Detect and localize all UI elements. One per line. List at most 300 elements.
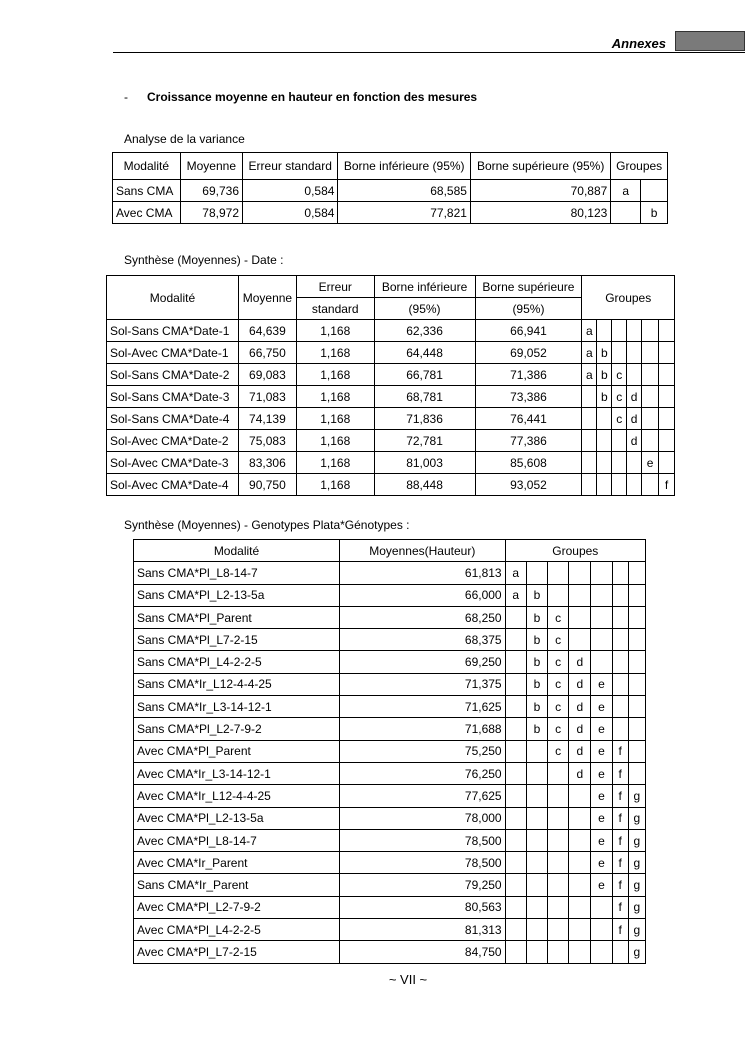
table-row bbox=[134, 874, 646, 896]
groupe-cell bbox=[526, 852, 547, 874]
modalite-cell: Avec CMA*Ir_Parent bbox=[134, 852, 340, 874]
modalite-cell: Sol-Sans CMA*Date-4 bbox=[107, 408, 239, 430]
groupe-cell bbox=[548, 584, 569, 606]
erreur-cell: 1,168 bbox=[296, 320, 374, 342]
groupe-cell bbox=[505, 896, 526, 918]
groupe-cell bbox=[526, 919, 547, 941]
groupe-cell bbox=[526, 740, 547, 762]
page-number: ~ VII ~ bbox=[388, 972, 428, 987]
groupe-cell: d bbox=[569, 740, 591, 762]
groupe-cell: a bbox=[505, 584, 526, 606]
groupe-cell bbox=[591, 562, 612, 584]
table-row bbox=[107, 430, 675, 452]
modalite-cell: Sans CMA*Pl_Parent bbox=[134, 606, 340, 628]
borne-sup-cell: 93,052 bbox=[475, 474, 582, 496]
moyenne-cell: 78,500 bbox=[340, 852, 506, 874]
borne-inf-cell: 68,585 bbox=[338, 180, 471, 202]
erreur-cell: 1,168 bbox=[296, 364, 374, 386]
groupe-cell bbox=[526, 762, 547, 784]
groupe-cell bbox=[612, 584, 628, 606]
groupe-cell bbox=[569, 874, 591, 896]
groupe-cell bbox=[505, 606, 526, 628]
modalite-cell: Sol-Avec CMA*Date-4 bbox=[107, 474, 239, 496]
moyenne-cell: 61,813 bbox=[340, 562, 506, 584]
groupe-cell bbox=[548, 829, 569, 851]
moyenne-cell: 80,563 bbox=[340, 896, 506, 918]
erreur-cell: 1,168 bbox=[296, 452, 374, 474]
modalite-cell: Avec CMA*Pl_L4-2-2-5 bbox=[134, 919, 340, 941]
groupe-cell bbox=[597, 408, 612, 430]
borne-sup-cell: 76,441 bbox=[475, 408, 582, 430]
groupe-cell bbox=[582, 386, 597, 408]
groupe-cell: d bbox=[627, 386, 642, 408]
erreur-cell: 1,168 bbox=[296, 474, 374, 496]
borne-inf-cell: 77,821 bbox=[338, 202, 471, 224]
groupe-cell: d bbox=[627, 430, 642, 452]
groupe-cell: g bbox=[628, 829, 645, 851]
groupe-cell bbox=[526, 896, 547, 918]
table-row bbox=[107, 408, 675, 430]
groupe-cell: d bbox=[569, 696, 591, 718]
modalite-cell: Avec CMA*Pl_L8-14-7 bbox=[134, 829, 340, 851]
modalite-cell: Sans CMA*Pl_L2-7-9-2 bbox=[134, 718, 340, 740]
moyenne-cell: 74,139 bbox=[238, 408, 296, 430]
modalite-cell: Sol-Sans CMA*Date-3 bbox=[107, 386, 239, 408]
groupe-cell: c bbox=[612, 364, 627, 386]
groupe-cell bbox=[659, 452, 675, 474]
groupe-cell: b bbox=[526, 673, 547, 695]
borne-sup-cell: 71,386 bbox=[475, 364, 582, 386]
table-row bbox=[113, 202, 668, 224]
groupe-cell: b bbox=[526, 584, 547, 606]
groupe-cell bbox=[569, 807, 591, 829]
groupe-cell: d bbox=[569, 651, 591, 673]
groupe-cell bbox=[612, 430, 627, 452]
groupe-cell: e bbox=[591, 673, 612, 695]
groupe-cell bbox=[591, 941, 612, 963]
moyenne-cell: 68,375 bbox=[340, 629, 506, 651]
groupe-cell bbox=[628, 673, 645, 695]
modalite-cell: Sol-Sans CMA*Date-2 bbox=[107, 364, 239, 386]
groupe-cell: g bbox=[628, 919, 645, 941]
header-title: Annexes bbox=[611, 36, 666, 51]
table-row bbox=[134, 696, 646, 718]
anova-header-moyenne: Moyenne bbox=[180, 153, 242, 180]
table-row bbox=[134, 584, 646, 606]
groupe-cell bbox=[628, 718, 645, 740]
erreur-cell: 0,584 bbox=[243, 180, 338, 202]
groupe-cell bbox=[505, 785, 526, 807]
groupe-cell: c bbox=[548, 740, 569, 762]
groupe-cell bbox=[612, 941, 628, 963]
borne-sup-cell: 77,386 bbox=[475, 430, 582, 452]
groupe-cell bbox=[505, 852, 526, 874]
groupe-cell bbox=[628, 740, 645, 762]
groupe-cell bbox=[505, 829, 526, 851]
groupe-cell bbox=[569, 829, 591, 851]
groupe-cell bbox=[505, 740, 526, 762]
groupe-cell: e bbox=[591, 807, 612, 829]
table-row bbox=[134, 941, 646, 963]
groupe-cell bbox=[582, 452, 597, 474]
table-row bbox=[134, 762, 646, 784]
groupe-cell: f bbox=[612, 785, 628, 807]
anova-header-inf: Borne inférieure (95%) bbox=[338, 153, 471, 180]
anova-header-modalite: Modalité bbox=[113, 153, 181, 180]
groupe-cell bbox=[505, 629, 526, 651]
groupe-cell bbox=[505, 807, 526, 829]
groupe-cell: e bbox=[591, 718, 612, 740]
groupe-cell bbox=[569, 584, 591, 606]
groupe-cell: d bbox=[569, 718, 591, 740]
moyenne-cell: 71,375 bbox=[340, 673, 506, 695]
groupe-cell: b bbox=[526, 718, 547, 740]
groupe-cell bbox=[612, 718, 628, 740]
anova-header-row bbox=[113, 153, 668, 180]
borne-sup-cell: 73,386 bbox=[475, 386, 582, 408]
groupe-cell bbox=[642, 320, 659, 342]
groupe-cell bbox=[548, 874, 569, 896]
moyenne-cell: 68,250 bbox=[340, 606, 506, 628]
groupe-cell bbox=[526, 807, 547, 829]
moyenne-cell: 76,250 bbox=[340, 762, 506, 784]
table-row bbox=[134, 740, 646, 762]
moyenne-cell: 83,306 bbox=[238, 452, 296, 474]
erreur-cell: 0,584 bbox=[243, 202, 338, 224]
groupe-cell bbox=[569, 785, 591, 807]
date-header-inf-2: (95%) bbox=[374, 298, 475, 320]
anova-caption: Analyse de la variance bbox=[124, 132, 245, 146]
groupe-cell bbox=[505, 718, 526, 740]
date-header-modalite: Modalité bbox=[107, 276, 239, 320]
groupe-cell bbox=[526, 874, 547, 896]
groupe-cell bbox=[628, 629, 645, 651]
groupe-cell bbox=[628, 606, 645, 628]
groupe-cell bbox=[569, 896, 591, 918]
groupe-cell: f bbox=[612, 852, 628, 874]
genotypes-table bbox=[133, 539, 646, 964]
groupe-cell: e bbox=[591, 785, 612, 807]
groupe-cell bbox=[548, 562, 569, 584]
moyenne-cell: 66,000 bbox=[340, 584, 506, 606]
groupe-cell: e bbox=[591, 740, 612, 762]
borne-inf-cell: 68,781 bbox=[374, 386, 475, 408]
groupe-cell bbox=[569, 606, 591, 628]
date-header-sup-2: (95%) bbox=[475, 298, 582, 320]
borne-sup-cell: 70,887 bbox=[470, 180, 610, 202]
groupe-cell bbox=[628, 651, 645, 673]
borne-sup-cell: 85,608 bbox=[475, 452, 582, 474]
groupe-cell bbox=[526, 562, 547, 584]
groupe-cell bbox=[627, 342, 642, 364]
borne-inf-cell: 64,448 bbox=[374, 342, 475, 364]
date-table bbox=[106, 275, 675, 496]
groupe-cell bbox=[612, 474, 627, 496]
genotypes-caption: Synthèse (Moyennes) - Genotypes Plata*Génotypes : bbox=[124, 518, 410, 532]
modalite-cell: Avec CMA*Pl_L2-13-5a bbox=[134, 807, 340, 829]
groupe-cell bbox=[597, 430, 612, 452]
groupe-cell bbox=[548, 807, 569, 829]
header-box bbox=[675, 31, 745, 51]
groupe-cell: a bbox=[611, 180, 641, 202]
groupe-cell bbox=[642, 408, 659, 430]
table-row bbox=[107, 474, 675, 496]
groupe-cell bbox=[612, 452, 627, 474]
modalite-cell: Sol-Avec CMA*Date-1 bbox=[107, 342, 239, 364]
groupe-cell bbox=[628, 584, 645, 606]
groupe-cell bbox=[505, 762, 526, 784]
moyenne-cell: 71,083 bbox=[238, 386, 296, 408]
groupe-cell bbox=[612, 606, 628, 628]
groupe-cell bbox=[642, 386, 659, 408]
groupe-cell bbox=[569, 919, 591, 941]
groupe-cell: f bbox=[612, 829, 628, 851]
groupe-cell: c bbox=[548, 629, 569, 651]
groupe-cell: d bbox=[627, 408, 642, 430]
groupe-cell: e bbox=[591, 829, 612, 851]
section-title: Croissance moyenne en hauteur en fonction des mesures bbox=[147, 90, 478, 104]
modalite-cell: Sans CMA*Pl_L2-13-5a bbox=[134, 584, 340, 606]
groupe-cell: d bbox=[569, 673, 591, 695]
table-row bbox=[134, 785, 646, 807]
groupe-cell bbox=[548, 852, 569, 874]
groupe-cell bbox=[548, 785, 569, 807]
moyenne-cell: 78,972 bbox=[180, 202, 242, 224]
groupe-cell: e bbox=[591, 762, 612, 784]
groupe-cell bbox=[628, 696, 645, 718]
date-header-erreur-1: Erreur bbox=[296, 276, 374, 298]
groupe-cell: g bbox=[628, 874, 645, 896]
groupe-cell: d bbox=[569, 762, 591, 784]
table-row bbox=[134, 852, 646, 874]
groupe-cell: c bbox=[612, 408, 627, 430]
groupe-cell bbox=[591, 629, 612, 651]
anova-header-sup: Borne supérieure (95%) bbox=[470, 153, 610, 180]
groupe-cell bbox=[627, 474, 642, 496]
groupe-cell: f bbox=[612, 919, 628, 941]
groupe-cell bbox=[591, 606, 612, 628]
modalite-cell: Avec CMA*Ir_L3-14-12-1 bbox=[134, 762, 340, 784]
groupe-cell bbox=[612, 696, 628, 718]
moyenne-cell: 64,639 bbox=[238, 320, 296, 342]
table-row bbox=[134, 896, 646, 918]
groupe-cell bbox=[582, 474, 597, 496]
groupe-cell bbox=[659, 364, 675, 386]
groupe-cell: f bbox=[612, 874, 628, 896]
groupe-cell bbox=[627, 320, 642, 342]
groupe-cell bbox=[526, 941, 547, 963]
groupe-cell bbox=[659, 320, 675, 342]
date-header-row-1 bbox=[107, 276, 675, 298]
groupe-cell: c bbox=[548, 651, 569, 673]
modalite-cell: Sol-Sans CMA*Date-1 bbox=[107, 320, 239, 342]
table-row bbox=[107, 320, 675, 342]
modalite-cell: Sans CMA*Pl_L8-14-7 bbox=[134, 562, 340, 584]
modalite-cell: Avec CMA*Pl_Parent bbox=[134, 740, 340, 762]
groupe-cell bbox=[597, 320, 612, 342]
groupe-cell bbox=[659, 430, 675, 452]
modalite-cell: Sans CMA bbox=[113, 180, 181, 202]
moyenne-cell: 77,625 bbox=[340, 785, 506, 807]
groupe-cell bbox=[642, 474, 659, 496]
groupe-cell bbox=[569, 629, 591, 651]
table-row bbox=[107, 452, 675, 474]
groupe-cell: c bbox=[548, 696, 569, 718]
groupe-cell: g bbox=[628, 807, 645, 829]
table-row bbox=[134, 562, 646, 584]
groupe-cell: b bbox=[526, 629, 547, 651]
groupe-cell: c bbox=[612, 386, 627, 408]
genotypes-header-row bbox=[134, 540, 646, 562]
modalite-cell: Avec CMA*Pl_L7-2-15 bbox=[134, 941, 340, 963]
groupe-cell bbox=[642, 364, 659, 386]
anova-header-erreur: Erreur standard bbox=[243, 153, 338, 180]
groupe-cell: c bbox=[548, 718, 569, 740]
groupe-cell: a bbox=[505, 562, 526, 584]
moyenne-cell: 84,750 bbox=[340, 941, 506, 963]
table-row bbox=[134, 606, 646, 628]
groupe-cell bbox=[582, 408, 597, 430]
borne-inf-cell: 72,781 bbox=[374, 430, 475, 452]
groupe-cell bbox=[659, 342, 675, 364]
groupe-cell: f bbox=[659, 474, 675, 496]
table-row bbox=[113, 180, 668, 202]
groupe-cell bbox=[582, 430, 597, 452]
genotypes-header-groupes: Groupes bbox=[505, 540, 645, 562]
table-row bbox=[134, 829, 646, 851]
groupe-cell: e bbox=[591, 696, 612, 718]
groupe-cell bbox=[569, 941, 591, 963]
groupe-cell bbox=[505, 651, 526, 673]
date-header-moyenne: Moyenne bbox=[238, 276, 296, 320]
groupe-cell: b bbox=[526, 696, 547, 718]
groupe-cell bbox=[548, 919, 569, 941]
groupe-cell bbox=[591, 584, 612, 606]
erreur-cell: 1,168 bbox=[296, 408, 374, 430]
borne-inf-cell: 66,781 bbox=[374, 364, 475, 386]
modalite-cell: Sans CMA*Pl_L7-2-15 bbox=[134, 629, 340, 651]
groupe-cell bbox=[627, 364, 642, 386]
section-bullet: - bbox=[124, 90, 128, 104]
table-row bbox=[134, 919, 646, 941]
moyenne-cell: 71,625 bbox=[340, 696, 506, 718]
groupe-cell bbox=[505, 673, 526, 695]
modalite-cell: Sol-Avec CMA*Date-3 bbox=[107, 452, 239, 474]
borne-inf-cell: 88,448 bbox=[374, 474, 475, 496]
groupe-cell bbox=[505, 941, 526, 963]
moyenne-cell: 78,000 bbox=[340, 807, 506, 829]
groupe-cell bbox=[641, 180, 668, 202]
moyenne-cell: 69,736 bbox=[180, 180, 242, 202]
groupe-cell bbox=[628, 562, 645, 584]
table-row bbox=[107, 364, 675, 386]
groupe-cell: b bbox=[526, 651, 547, 673]
groupe-cell: f bbox=[612, 807, 628, 829]
groupe-cell: b bbox=[597, 364, 612, 386]
borne-inf-cell: 81,003 bbox=[374, 452, 475, 474]
groupe-cell: e bbox=[591, 852, 612, 874]
date-header-erreur-2: standard bbox=[296, 298, 374, 320]
modalite-cell: Avec CMA*Pl_L2-7-9-2 bbox=[134, 896, 340, 918]
table-row bbox=[107, 342, 675, 364]
groupe-cell bbox=[526, 829, 547, 851]
groupe-cell bbox=[505, 874, 526, 896]
date-header-groupes: Groupes bbox=[582, 276, 675, 320]
moyenne-cell: 90,750 bbox=[238, 474, 296, 496]
table-row bbox=[134, 673, 646, 695]
table-row bbox=[134, 718, 646, 740]
groupe-cell bbox=[548, 941, 569, 963]
moyenne-cell: 75,083 bbox=[238, 430, 296, 452]
groupe-cell: a bbox=[582, 342, 597, 364]
table-row bbox=[107, 386, 675, 408]
genotypes-header-modalite: Modalité bbox=[134, 540, 340, 562]
groupe-cell bbox=[505, 696, 526, 718]
groupe-cell bbox=[628, 762, 645, 784]
groupe-cell: f bbox=[612, 740, 628, 762]
erreur-cell: 1,168 bbox=[296, 386, 374, 408]
groupe-cell: b bbox=[526, 606, 547, 628]
moyenne-cell: 79,250 bbox=[340, 874, 506, 896]
groupe-cell: g bbox=[628, 852, 645, 874]
groupe-cell bbox=[548, 896, 569, 918]
borne-inf-cell: 71,836 bbox=[374, 408, 475, 430]
groupe-cell bbox=[612, 562, 628, 584]
table-row bbox=[134, 629, 646, 651]
groupe-cell: a bbox=[582, 320, 597, 342]
borne-sup-cell: 80,123 bbox=[470, 202, 610, 224]
anova-table bbox=[112, 152, 668, 224]
groupe-cell: c bbox=[548, 606, 569, 628]
moyenne-cell: 78,500 bbox=[340, 829, 506, 851]
groupe-cell: b bbox=[641, 202, 668, 224]
modalite-cell: Avec CMA*Ir_L12-4-4-25 bbox=[134, 785, 340, 807]
groupe-cell bbox=[659, 408, 675, 430]
groupe-cell: c bbox=[548, 673, 569, 695]
moyenne-cell: 66,750 bbox=[238, 342, 296, 364]
groupe-cell bbox=[612, 629, 628, 651]
groupe-cell bbox=[611, 202, 641, 224]
modalite-cell: Sans CMA*Pl_L4-2-2-5 bbox=[134, 651, 340, 673]
groupe-cell bbox=[642, 430, 659, 452]
modalite-cell: Sol-Avec CMA*Date-2 bbox=[107, 430, 239, 452]
header-rule bbox=[113, 52, 745, 53]
groupe-cell: a bbox=[582, 364, 597, 386]
erreur-cell: 1,168 bbox=[296, 430, 374, 452]
groupe-cell bbox=[612, 651, 628, 673]
groupe-cell bbox=[591, 896, 612, 918]
moyenne-cell: 71,688 bbox=[340, 718, 506, 740]
modalite-cell: Sans CMA*Ir_L12-4-4-25 bbox=[134, 673, 340, 695]
date-caption: Synthèse (Moyennes) - Date : bbox=[124, 253, 284, 267]
groupe-cell bbox=[627, 452, 642, 474]
date-header-sup-1: Borne supérieure bbox=[475, 276, 582, 298]
table-row bbox=[134, 807, 646, 829]
groupe-cell: g bbox=[628, 941, 645, 963]
moyenne-cell: 75,250 bbox=[340, 740, 506, 762]
date-header-inf-1: Borne inférieure bbox=[374, 276, 475, 298]
groupe-cell bbox=[591, 919, 612, 941]
groupe-cell: f bbox=[612, 896, 628, 918]
moyenne-cell: 69,250 bbox=[340, 651, 506, 673]
modalite-cell: Sans CMA*Ir_L3-14-12-1 bbox=[134, 696, 340, 718]
borne-sup-cell: 66,941 bbox=[475, 320, 582, 342]
table-row bbox=[134, 651, 646, 673]
groupe-cell bbox=[526, 785, 547, 807]
modalite-cell: Avec CMA bbox=[113, 202, 181, 224]
genotypes-header-moyenne: Moyennes(Hauteur) bbox=[340, 540, 506, 562]
groupe-cell bbox=[642, 342, 659, 364]
